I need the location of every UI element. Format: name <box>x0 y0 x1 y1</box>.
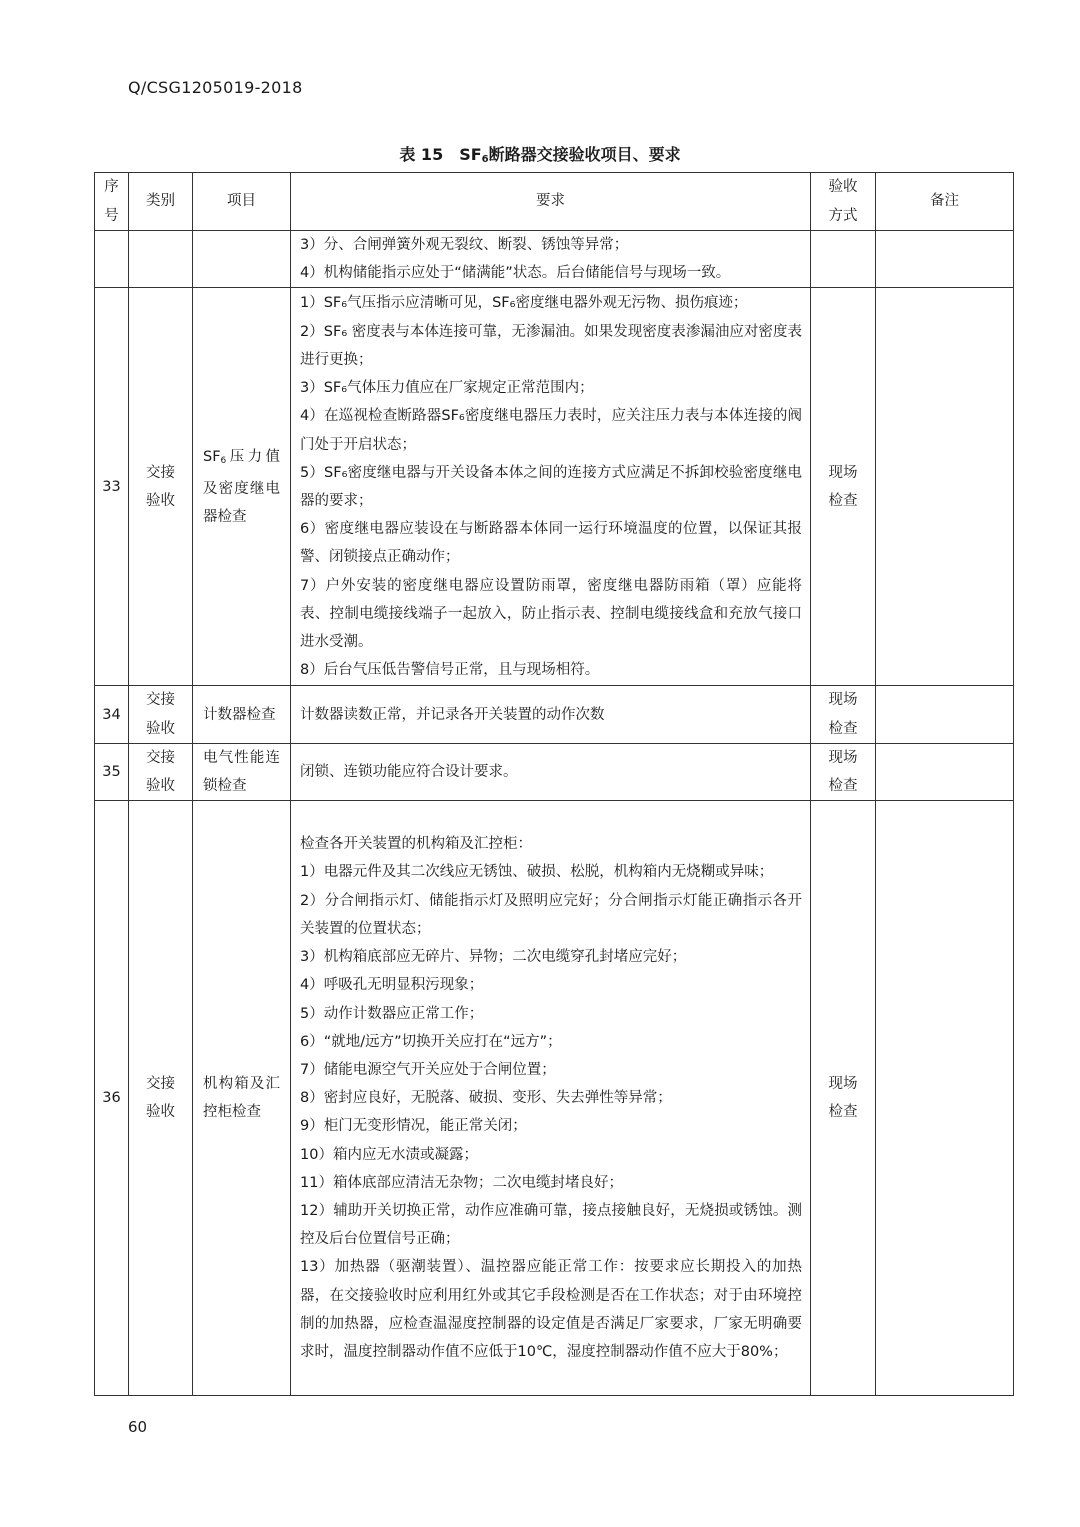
header-seq: 序号 <box>95 173 129 231</box>
requirement-line: 1）电器元件及其二次线应无锈蚀、破损、松脱，机构箱内无烧糊或异味； <box>300 864 774 881</box>
page-number: 60 <box>128 1418 148 1436</box>
requirement-line: 3）机构箱底部应无碎片、异物；二次电缆穿孔封堵应完好； <box>300 949 687 966</box>
requirement-line: 11）箱体底部应清洁无杂物；二次电缆封堵良好； <box>300 1174 623 1191</box>
cell-remark <box>876 686 1014 743</box>
cell-remark <box>876 288 1014 686</box>
cell-item <box>193 231 291 288</box>
cell-category: 交接验收 <box>129 288 193 686</box>
header-remark: 备注 <box>876 173 1014 231</box>
requirement-line: 12）辅助开关切换正常，动作应准确可靠，接点接触良好，无烧损或锈蚀。测控及后台位置信号正确； <box>300 1202 802 1248</box>
requirement-line: 6）密度继电器应装设在与断路器本体同一运行环境温度的位置，以保证其报警、闭锁接点正确动作； <box>300 521 802 566</box>
requirement-line: 7）储能电源空气开关应处于合闸位置； <box>300 1061 556 1078</box>
document-code: Q/CSG1205019-2018 <box>128 78 303 97</box>
cell-requirement <box>291 686 811 743</box>
cell-item: 机构箱及汇控柜检查 <box>193 801 291 1396</box>
table-row <box>95 743 1014 800</box>
cell-requirement <box>291 801 811 1396</box>
requirement-line: 2）SF₆ 密度表与本体连接可靠，无渗漏油。如果发现密度表渗漏油应对密度表进行更换； <box>300 323 802 368</box>
cell-item: 电气性能连锁检查 <box>193 743 291 800</box>
table-row <box>95 686 1014 743</box>
cell-seq: 36 <box>95 801 129 1396</box>
requirement-line: 3）SF₆气体压力值应在厂家规定正常范围内； <box>300 380 594 397</box>
cell-method: 现场检查 <box>811 743 876 800</box>
requirement-line: 8）后台气压低告警信号正常，且与现场相符。 <box>300 662 600 679</box>
header-requirement: 要求 <box>291 173 811 231</box>
requirement-line: 检查各开关装置的机构箱及汇控柜： <box>300 836 532 853</box>
requirement-line: 8）密封应良好，无脱落、破损、变形、失去弹性等异常； <box>300 1090 672 1107</box>
requirement-line: 2）分合闸指示灯、储能指示灯及照明应完好；分合闸指示灯能正确指示各开关装置的位置状态； <box>300 892 802 937</box>
requirement-line: 10）箱内应无水渍或凝露； <box>300 1146 478 1163</box>
table-row <box>95 231 1014 288</box>
cell-method <box>811 231 876 288</box>
requirement-line: 7）户外安装的密度继电器应设置防雨罩，密度继电器防雨箱（罩）应能将表、控制电缆接线端子一起放入，防止指示表、控制电缆接线盒和充放气接口进水受潮。 <box>300 577 802 650</box>
table-header-row <box>95 173 1014 231</box>
cell-category: 交接验收 <box>129 743 193 800</box>
requirement-line: 5）SF₆密度继电器与开关设备本体之间的连接方式应满足不拆卸校验密度继电器的要求； <box>300 464 802 509</box>
requirement-line: 4）机构储能指示应处于“储满能”状态。后台储能信号与现场一致。 <box>300 265 731 282</box>
header-item: 项目 <box>193 173 291 231</box>
cell-remark <box>876 743 1014 800</box>
cell-remark <box>876 801 1014 1396</box>
cell-requirement <box>291 743 811 800</box>
requirement-line: 1）SF₆气压指示应清晰可见，SF₆密度继电器外观无污物、损伤痕迹； <box>300 295 748 312</box>
header-category: 类别 <box>129 173 193 231</box>
cell-method: 现场检查 <box>811 801 876 1396</box>
requirement-line: 9）柜门无变形情况，能正常关闭； <box>300 1118 527 1135</box>
requirement-line: 4）呼吸孔无明显积污现象； <box>300 977 484 994</box>
cell-seq: 33 <box>95 288 129 686</box>
requirement-line: 计数器读数正常，并记录各开关装置的动作次数 <box>300 706 605 723</box>
cell-seq: 34 <box>95 686 129 743</box>
requirement-line: 13）加热器（驱潮装置）、温控器应能正常工作：按要求应长期投入的加热器，在交接验收时应利用红外或其它手段检测是否在工作状态；对于由环境控制的加热器，应检查温湿度控制器的设定值是否满足厂家要求，厂家无明确要求时，温度控制器动作值不应低于10℃，湿度控制器动作值不应大于80%； <box>300 1259 802 1360</box>
cell-method: 现场检查 <box>811 686 876 743</box>
acceptance-table <box>94 172 1014 1396</box>
table-row <box>95 801 1014 1396</box>
cell-item: 计数器检查 <box>193 686 291 743</box>
cell-category <box>129 231 193 288</box>
cell-remark <box>876 231 1014 288</box>
header-method: 验收方式 <box>811 173 876 231</box>
cell-category: 交接验收 <box>129 686 193 743</box>
requirement-line: 6）“就地/远方”切换开关应打在“远方”； <box>300 1033 562 1050</box>
requirement-line: 5）动作计数器应正常工作； <box>300 1005 484 1022</box>
cell-item: $SF_6$压力值及密度继电器检查 <box>193 288 291 686</box>
table-row <box>95 288 1014 686</box>
requirement-line: 4）在巡视检查断路器SF₆密度继电器压力表时，应关注压力表与本体连接的阀门处于开启状态； <box>300 408 802 453</box>
cell-seq: 35 <box>95 743 129 800</box>
cell-method: 现场检查 <box>811 288 876 686</box>
requirement-line: 闭锁、连锁功能应符合设计要求。 <box>300 763 518 780</box>
cell-requirement <box>291 288 811 686</box>
table-title: 表 15 $SF_6$断路器交接验收项目、要求 <box>399 145 681 165</box>
cell-requirement <box>291 231 811 288</box>
requirement-line: 3）分、合闸弹簧外观无裂纹、断裂、锈蚀等异常； <box>300 237 629 253</box>
cell-seq <box>95 231 129 288</box>
cell-category: 交接验收 <box>129 801 193 1396</box>
